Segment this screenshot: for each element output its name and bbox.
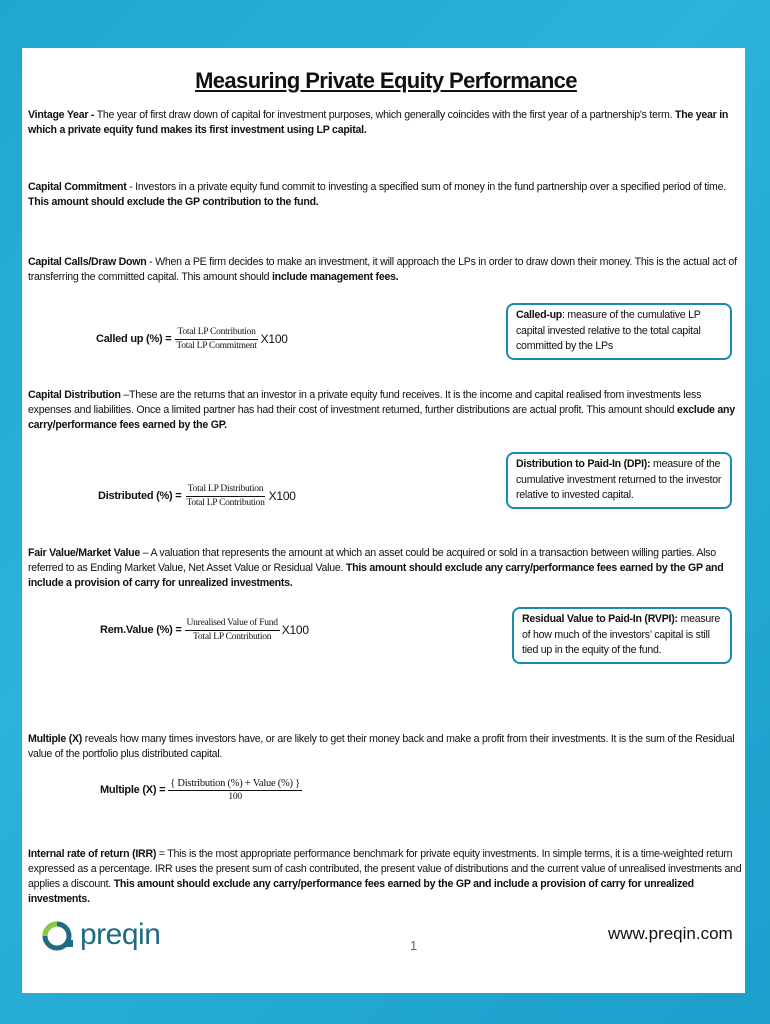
- dpi-callout-text: measure of the cumulative investment returned to the investor relative to invested capital.: [516, 458, 722, 501]
- calls-bold: include management fees.: [271, 271, 399, 283]
- called-up-callout-term: Called-up: [516, 309, 563, 321]
- calls-text: - When a PE firm decides to make an investment, it will approach the LPs in order to draw down their money. This is the actual act of transferring the committed capital. This amount should: [28, 256, 737, 283]
- capital-distribution-paragraph: [28, 388, 742, 433]
- multiple-paragraph: [28, 732, 742, 762]
- distributed-fraction: [184, 484, 266, 509]
- called-up-multiplier: X100: [260, 332, 288, 346]
- called-up-numerator: Total LP Contribution: [175, 327, 257, 340]
- called-up-callout-text: : measure of the cumulative LP capital invested relative to the total capital committed by the LPs: [516, 309, 701, 352]
- called-up-callout: [506, 303, 732, 360]
- distributed-multiplier: X100: [268, 489, 296, 503]
- fair-value-term: Fair Value/Market Value: [28, 547, 141, 559]
- commitment-term: Capital Commitment: [28, 181, 127, 193]
- vintage-term: Vintage Year -: [28, 109, 95, 121]
- irr-bold: This amount should exclude any carry/performance fees earned by the GP and include a provision of carry for unrealized investments.: [28, 878, 694, 905]
- preqin-logo-text: preqin: [80, 918, 161, 951]
- irr-text: = This is the most appropriate performance benchmark for private equity investments. In simple terms, it is a time-weighted return expressed as a percentage. IRR uses the present sum of cash contributed, the present value of distributions and the current value of unrealised investments and applies a discount.: [28, 848, 742, 890]
- capital-commitment-paragraph: [28, 180, 742, 210]
- multiple-label: Multiple (X) =: [100, 784, 166, 796]
- fair-value-bold: This amount should exclude any carry/performance fees earned by the GP and include a provision of carry for unrealized investments.: [28, 562, 724, 589]
- capital-calls-paragraph: [28, 255, 742, 285]
- multiple-numerator: { Distribution (%) + Value (%) }: [170, 778, 300, 789]
- rem-value-numerator: Unrealised Value of Fund: [185, 618, 280, 631]
- commitment-bold: This amount should exclude the GP contribution to the fund.: [28, 196, 319, 208]
- multiple-denominator: 100: [228, 792, 242, 802]
- multiple-text: reveals how many times investors have, or are likely to get their money back and make a profit from their investments. It is the sum of the Residual value of the portfolio plus distributed capital.: [28, 733, 735, 760]
- vintage-year-paragraph: [28, 108, 742, 138]
- distributed-denominator: Total LP Contribution: [186, 498, 265, 508]
- rem-value-label: Rem.Value (%) =: [100, 624, 182, 636]
- vintage-text: The year of first draw down of capital for investment purposes, which generally coincides with the first year of a partnership's term.: [94, 109, 675, 121]
- multiple-term: Multiple (X): [28, 733, 83, 745]
- rvpi-callout-text: measure of how much of the investors’ capital is still tied up in the equity of the fund.: [522, 613, 720, 656]
- distributed-formula: [98, 484, 296, 509]
- dpi-callout: [506, 452, 732, 509]
- rem-value-formula: [100, 618, 309, 643]
- website-url[interactable]: www.preqin.com: [608, 924, 733, 943]
- rvpi-callout: [512, 607, 732, 664]
- dpi-callout-term: Distribution to Paid-In (DPI):: [516, 458, 651, 470]
- called-up-fraction: [174, 327, 258, 352]
- distribution-term: Capital Distribution: [28, 389, 121, 401]
- vintage-bold: The year in which a private equity fund makes its first investment using LP capital.: [28, 109, 729, 136]
- called-up-denominator: Total LP Commitment: [176, 341, 257, 351]
- multiple-formula: [100, 778, 302, 803]
- irr-paragraph: [28, 847, 742, 907]
- fair-value-text: – A valuation that represents the amount at which an asset could be acquired or sold in a transaction between willing parties. Also referred to as Ending Market Value, Net Asset Value or Residual Value.: [28, 547, 716, 574]
- commitment-text: - Investors in a private equity fund commit to investing a specified sum of money in the fund partnership over a specified period of time.: [126, 181, 726, 193]
- irr-term: Internal rate of return (IRR): [28, 848, 157, 860]
- preqin-logo: [40, 918, 160, 952]
- rem-value-multiplier: X100: [281, 623, 309, 637]
- called-up-label: Called up (%) =: [96, 333, 172, 345]
- rvpi-callout-term: Residual Value to Paid-In (RVPI):: [522, 613, 678, 625]
- calls-term: Capital Calls/Draw Down: [28, 256, 147, 268]
- rem-value-denominator: Total LP Contribution: [193, 632, 272, 642]
- distribution-bold: exclude any carry/performance fees earned by the GP.: [28, 404, 735, 431]
- distributed-numerator: Total LP Distribution: [186, 484, 266, 497]
- rem-value-fraction: [185, 618, 280, 643]
- preqin-logo-icon: [40, 920, 78, 950]
- distribution-text: –These are the returns that an investor in a private equity fund receives. It is the income and capital realised from investments less expenses and liabilities. Once a limited partner has had their cost of investment returned, further distributions are actual profit. This amount should: [28, 389, 702, 416]
- page-title: Measuring Private Equity Performance: [195, 68, 577, 93]
- multiple-fraction: [168, 778, 302, 803]
- page-number: 1: [410, 938, 418, 953]
- called-up-formula: [96, 327, 288, 352]
- distributed-label: Distributed (%) =: [98, 490, 182, 502]
- fair-value-paragraph: [28, 546, 742, 591]
